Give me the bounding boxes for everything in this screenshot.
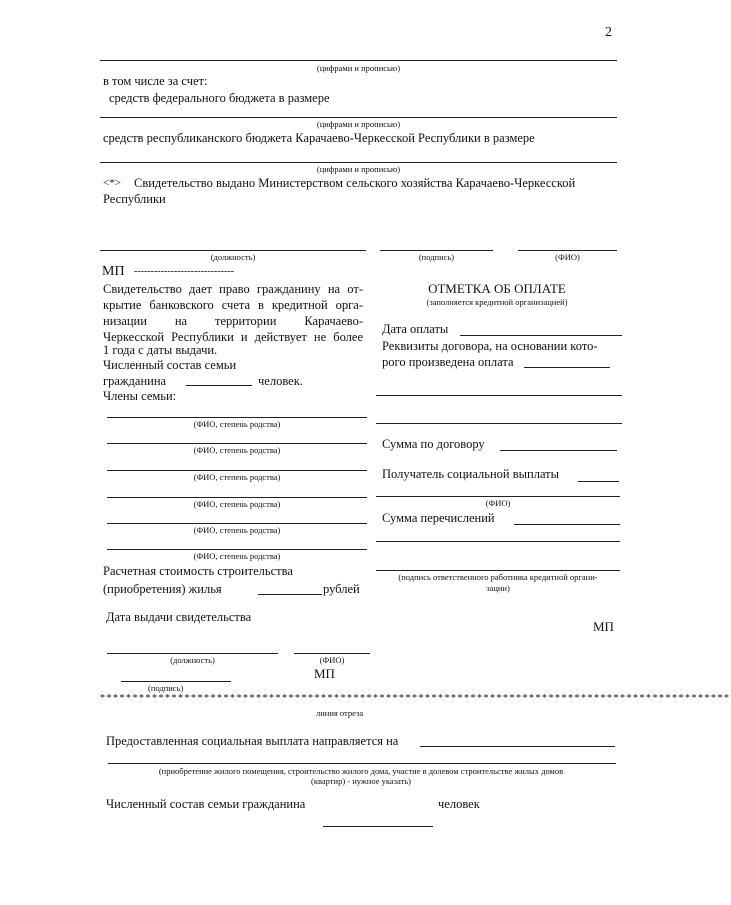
stamp-mp-dashes: ------------------------------: [134, 266, 234, 277]
contract-details-line-2: рого произведена оплата: [382, 355, 514, 369]
page-number: 2: [605, 25, 612, 40]
payment-directed-field[interactable]: [420, 746, 615, 747]
family-size-label: Численный состав семьи: [103, 358, 237, 372]
family-member-line-6[interactable]: [107, 549, 367, 550]
bank-officer-caption-2: зации): [486, 583, 510, 593]
rights-line-4: Черкесской Республики и действует не более: [103, 330, 363, 344]
family-member-line-2[interactable]: [107, 443, 367, 444]
family-members-label: Члены семьи:: [103, 389, 177, 403]
issuer-signature-caption: (подпись): [148, 683, 184, 693]
rubles-label: рублей: [323, 582, 360, 596]
payment-directed-label: Предоставленная социальная выплата направляется на: [106, 734, 399, 748]
transfer-sum-field[interactable]: [514, 524, 620, 525]
rights-line-2: крытие банковского счета в кредитной орга-: [103, 298, 363, 312]
cut-line-label: линия отреза: [316, 708, 364, 718]
family-member-line-5[interactable]: [107, 523, 367, 524]
amount-total-line: [100, 60, 617, 61]
family-member-line-3[interactable]: [107, 470, 367, 471]
stamp-mp-3: МП: [593, 619, 614, 634]
federal-budget-label: средств федерального бюджета в размере: [109, 91, 330, 105]
purpose-caption-1: (приобретение жилого помещения, строительство жилого дома, участие в долевом строительстве жилых домов: [158, 766, 564, 776]
ministry-fio-line: [518, 250, 617, 251]
persons-label: человек.: [258, 374, 303, 388]
recipient-fio-line[interactable]: [376, 496, 620, 497]
stamp-mp-2: МП: [314, 666, 335, 681]
cost-amount-field[interactable]: [258, 594, 322, 595]
rights-line-3: низации на территории Карачаево-: [103, 314, 363, 328]
republic-budget-label: средств республиканского бюджета Карачаево-Черкесской Республики в размере: [103, 131, 535, 145]
purpose-line[interactable]: [108, 763, 616, 764]
family-member-caption-5: (ФИО, степень родства): [193, 525, 281, 535]
family-member-caption-4: (ФИО, степень родства): [193, 499, 281, 509]
issued-by-line-1: Свидетельство выдано Министерством сельского хозяйства Карачаево-Черкесской: [134, 176, 576, 190]
bank-officer-caption-1: (подпись ответственного работника кредитной органи-: [398, 572, 598, 582]
family-size-field[interactable]: [186, 385, 252, 386]
cut-line-stars: *************************************************************************************************: [100, 693, 731, 704]
issuer-position-caption: (должность): [170, 655, 215, 665]
citizen-label: гражданина: [103, 374, 167, 388]
ministry-position-caption: (должность): [210, 252, 256, 262]
contract-sum-label: Сумма по договору: [382, 437, 485, 451]
contract-details-field-3[interactable]: [376, 423, 622, 424]
ministry-signature-line: [380, 250, 493, 251]
stamp-mp-1: МП: [102, 264, 125, 279]
family-member-caption-3: (ФИО, степень родства): [193, 472, 281, 482]
bottom-persons-label: человек: [438, 797, 480, 811]
federal-amount-line: [100, 117, 617, 118]
contract-sum-field[interactable]: [500, 450, 617, 451]
ministry-fio-caption: (ФИО): [555, 252, 580, 262]
rights-line-5: 1 года с даты выдачи.: [103, 343, 218, 357]
bottom-family-size-label: Численный состав семьи гражданина: [106, 797, 306, 811]
issued-by-line-2: Республики: [103, 192, 166, 206]
digits-words-caption-2: (цифрами и прописью): [316, 119, 401, 129]
recipient-fio-caption: (ФИО): [485, 498, 511, 508]
issue-date-label: Дата выдачи свидетельства: [106, 610, 252, 624]
digits-words-caption: (цифрами и прописью): [316, 63, 401, 73]
recipient-field[interactable]: [578, 481, 619, 482]
contract-details-field-1[interactable]: [524, 367, 610, 368]
bank-officer-signature-line: [376, 570, 620, 571]
contract-details-line-1: Реквизиты договора, на основании кото-: [382, 339, 598, 353]
cost-label-line-2: (приобретения) жилья: [103, 582, 222, 596]
ministry-signature-caption: (подпись): [418, 252, 455, 262]
digits-words-caption-3: (цифрами и прописью): [316, 164, 401, 174]
payment-date-field[interactable]: [460, 335, 622, 336]
issuer-position-line: [107, 653, 278, 654]
payment-date-label: Дата оплаты: [382, 322, 449, 336]
rights-line-1: Свидетельство дает право гражданину на от-: [103, 282, 363, 296]
payment-mark-subtitle: (заполняется кредитной организацией): [426, 297, 568, 307]
issuer-signature-line: [121, 681, 231, 682]
transfer-sum-field-2[interactable]: [376, 541, 620, 542]
family-member-caption-6: (ФИО, степень родства): [193, 551, 281, 561]
recipient-label: Получатель социальной выплаты: [382, 467, 560, 481]
ministry-position-line: [100, 250, 366, 251]
issuer-fio-line: [294, 653, 370, 654]
family-member-line-1[interactable]: [107, 417, 367, 418]
family-member-caption-1: (ФИО, степень родства): [193, 419, 281, 429]
including-label: в том числе за счет:: [103, 74, 208, 88]
payment-mark-title: ОТМЕТКА ОБ ОПЛАТЕ: [428, 281, 566, 296]
family-member-line-4[interactable]: [107, 497, 367, 498]
republic-amount-line: [100, 162, 617, 163]
transfer-sum-label: Сумма перечислений: [382, 511, 495, 525]
issuer-fio-caption: (ФИО): [319, 655, 345, 665]
bottom-family-size-field[interactable]: [323, 826, 433, 827]
family-member-caption-2: (ФИО, степень родства): [193, 445, 281, 455]
footnote-marker: <*>: [103, 177, 121, 189]
cost-label-line-1: Расчетная стоимость строительства: [103, 564, 293, 578]
purpose-caption-2: (квартир) - нужное указать): [311, 776, 411, 786]
contract-details-field-2[interactable]: [376, 395, 622, 396]
